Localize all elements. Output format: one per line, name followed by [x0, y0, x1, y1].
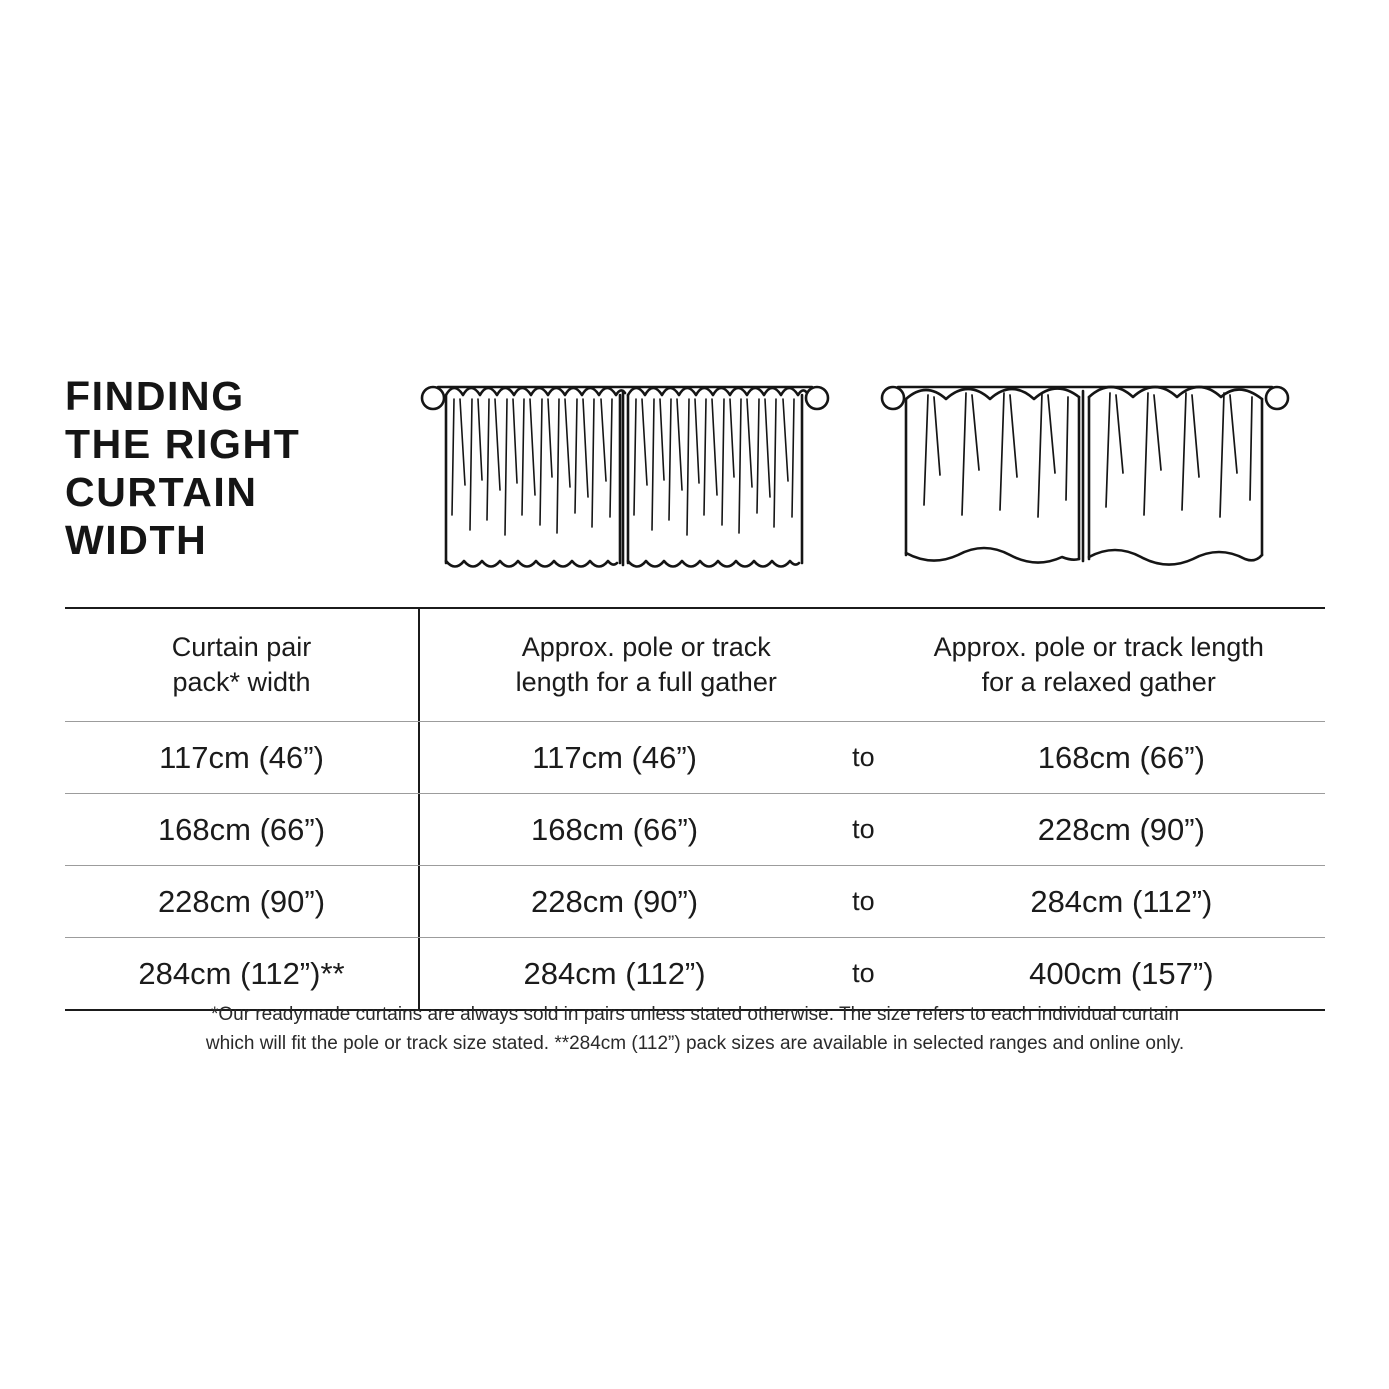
pack-width-value: 168cm (66”) [157, 811, 326, 847]
relaxed-gather-value: 284cm (112”) [1030, 883, 1213, 919]
to-label: to [852, 886, 875, 916]
curtain-width-table [65, 607, 1325, 1011]
table-row [65, 722, 1325, 794]
relaxed-gather-value: 228cm (90”) [1037, 811, 1205, 847]
cell-range [420, 866, 1325, 937]
full-gather-curtain-illustration [420, 365, 830, 585]
relaxed-gather-value: 168cm (66”) [1037, 739, 1205, 775]
header-pack-width-line1: Curtain pair [171, 631, 312, 662]
header-cell-full-gather [420, 630, 873, 700]
to-label: to [852, 814, 875, 844]
title-line-3: CURTAIN [65, 468, 258, 515]
header-relaxed-gather-line2: for a relaxed gather [981, 667, 1216, 697]
cell-pack-width [65, 866, 420, 937]
table-row [65, 794, 1325, 866]
title-line-4: WIDTH [65, 516, 208, 563]
table-row [65, 866, 1325, 938]
pack-width-value: 228cm (90”) [157, 883, 326, 919]
to-label: to [852, 742, 875, 772]
pack-width-value: 284cm (112”)** [138, 955, 345, 991]
illustrations [420, 355, 1325, 585]
full-gather-value: 168cm (66”) [531, 811, 699, 847]
footnote-line-1: *Our readymade curtains are always sold in pairs unless stated otherwise. The size refers to each individual curtain [210, 1004, 1180, 1025]
title-line-2: THE RIGHT [65, 420, 301, 467]
cell-pack-width [65, 722, 420, 793]
cell-pack-width [65, 938, 420, 1009]
table-header-row [65, 609, 1325, 722]
header-pack-width-line2: pack* width [172, 667, 311, 697]
cell-pack-width [65, 794, 420, 865]
cell-range [420, 794, 1325, 865]
title-line-1: FINDING [65, 373, 245, 419]
header-relaxed-gather-line1: Approx. pole or track length [933, 631, 1264, 662]
relaxed-gather-curtain-illustration [880, 365, 1290, 585]
pack-width-value: 117cm (46”) [159, 739, 324, 775]
header-cell-gather [420, 609, 1325, 721]
page-title [65, 355, 420, 565]
relaxed-gather-value: 400cm (157”) [1029, 955, 1214, 991]
footnote [150, 1000, 1240, 1059]
header-full-gather-line1: Approx. pole or track [521, 631, 771, 662]
header-full-gather-line2: length for a full gather [515, 667, 777, 697]
header-cell-relaxed-gather [873, 630, 1326, 700]
to-label: to [852, 958, 875, 988]
full-gather-value: 228cm (90”) [531, 883, 699, 919]
header-area [65, 355, 1325, 605]
cell-range [420, 938, 1325, 1009]
full-gather-value: 284cm (112”) [523, 955, 706, 991]
footnote-line-2: which will fit the pole or track size stated. **284cm (112”) pack sizes are available in selected ranges and online only. [205, 1033, 1185, 1055]
header-cell-pack-width [65, 609, 420, 721]
cell-range [420, 722, 1325, 793]
full-gather-value: 117cm (46”) [532, 739, 697, 775]
